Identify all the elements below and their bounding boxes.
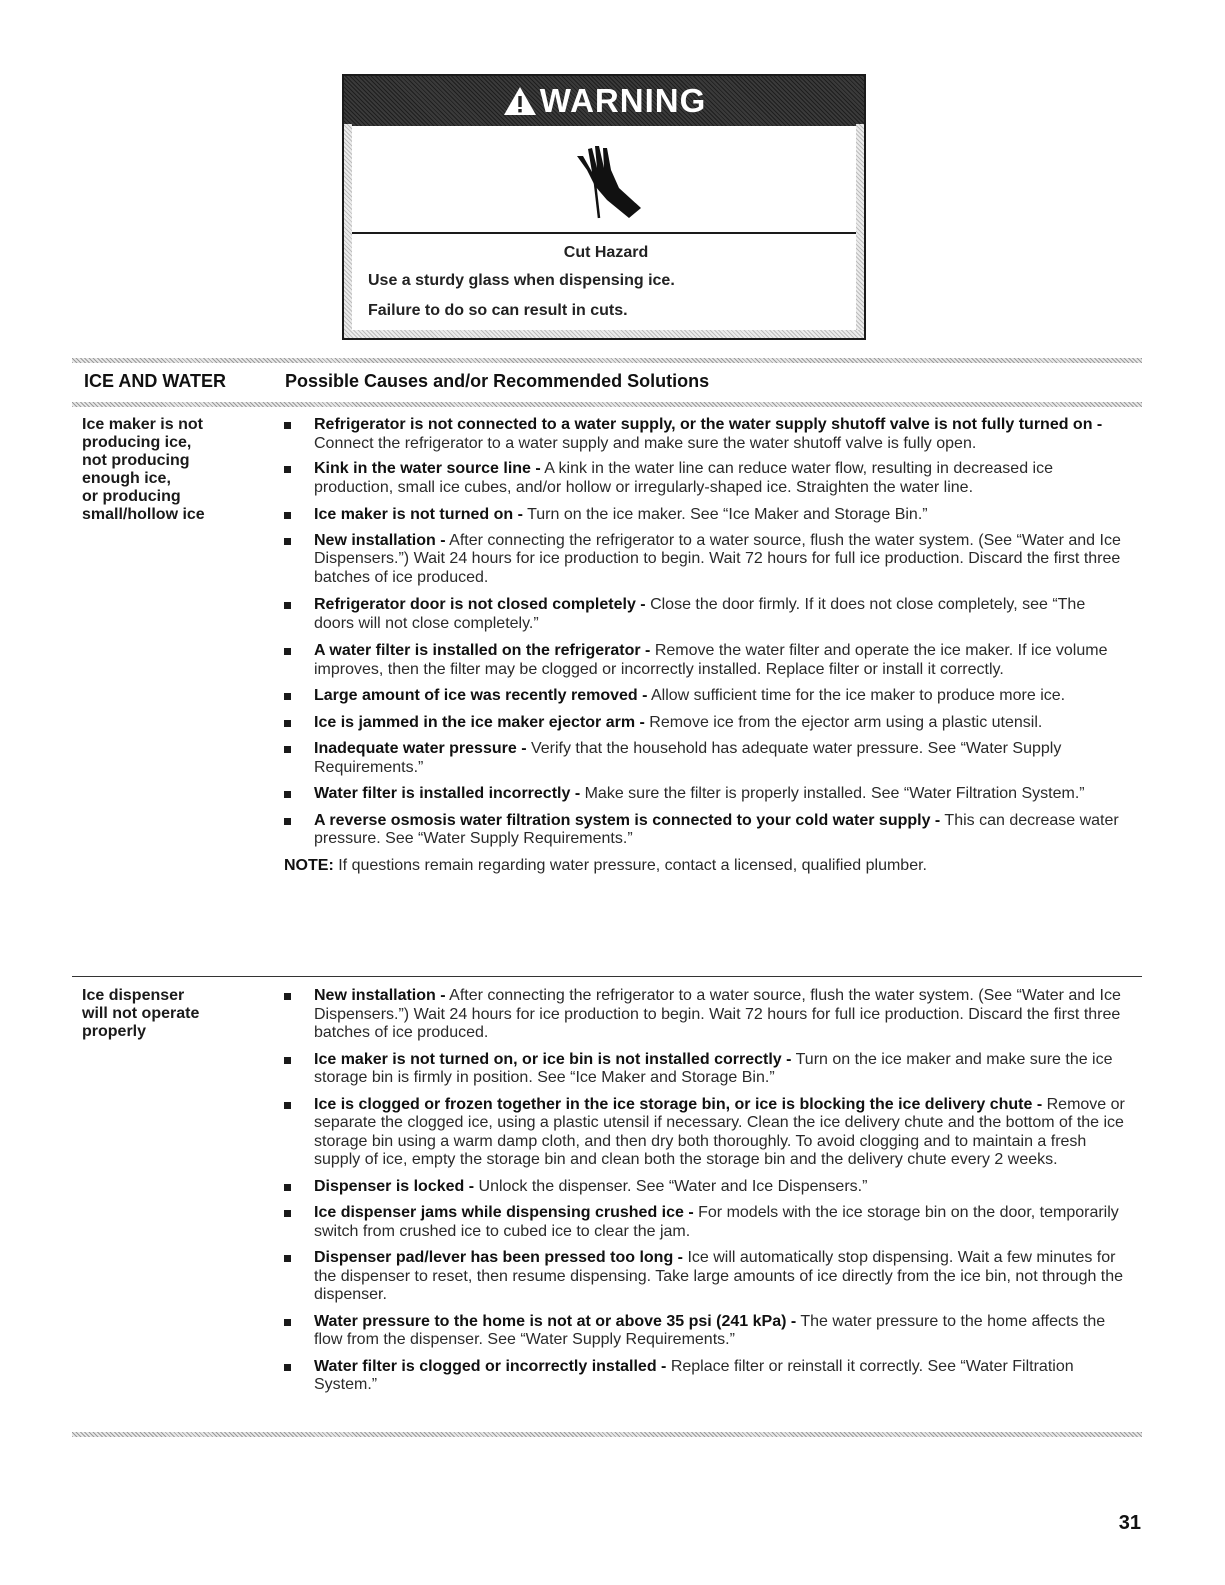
list-item — [284, 812, 1129, 849]
table-top-rule — [72, 358, 1142, 363]
cause-title: Refrigerator is not connected to a water supply, or the water supply shutoff valve is not fully turned on - — [314, 416, 1103, 433]
solution-text: Turn on the ice maker and make sure the ice storage bin is firmly in position. See “Ice Maker and Storage Bin.” — [314, 1050, 1113, 1086]
warning-hazard-title: Cut Hazard — [563, 244, 649, 261]
row-label-line: enough ice, — [82, 470, 171, 487]
cause-title: Refrigerator door is not closed completely - — [314, 596, 646, 613]
cause-title: Ice dispenser jams while dispensing crushed ice - — [314, 1204, 694, 1221]
cause-title: Ice maker is not turned on, or ice bin is not installed correctly - — [314, 1050, 792, 1068]
row-label-line: Ice dispenser — [82, 987, 185, 1004]
warning-frame-left — [344, 124, 352, 338]
bullet-icon — [284, 818, 291, 825]
header-bottom-rule — [72, 402, 1142, 407]
row-label — [82, 416, 252, 524]
cause-title: A water filter is installed on the refrigerator - — [314, 642, 651, 659]
list-item — [284, 785, 1129, 804]
bullet-icon — [284, 1319, 291, 1326]
solution-text: After connecting the refrigerator to a water source, flush the water system. (See “Water and Ice Dispensers.”) Wait 24 hours for ice production to begin. Wait 72 hours for full ice production. Discard the first three batches of ice produced. — [314, 531, 1121, 586]
cause-title: Water filter is installed incorrectly - — [314, 785, 581, 802]
cause-title: Kink in the water source line - — [314, 460, 541, 477]
warning-box — [342, 74, 866, 340]
solution-text: Allow sufficient time for the ice maker to produce more ice. — [647, 687, 1066, 704]
row-label-line: will not operate — [82, 1005, 200, 1022]
cause-title: A reverse osmosis water filtration system is connected to your cold water supply - — [314, 811, 941, 829]
solution-text: After connecting the refrigerator to a water source, flush the water system. (See “Water and Ice Dispensers.”) Wait 24 hours for ice production to begin. Wait 72 hours for full ice production. Discard the first three batches of ice produced. — [314, 987, 1121, 1041]
bullet-icon — [284, 512, 291, 519]
bullet-icon — [284, 1255, 291, 1262]
warning-icon-area — [352, 126, 856, 234]
solution-text: The water pressure to the home affects the flow from the dispenser. See “Water Supply Requirements.” — [314, 1312, 1106, 1348]
solution-text: Connect the refrigerator to a water supply and make sure the water shutoff valve is fully open. — [314, 434, 977, 452]
solution-text: Verify that the household has adequate water pressure. See “Water Supply Requirements.” — [314, 740, 1062, 776]
bullet-icon — [284, 693, 291, 700]
solution-text: Unlock the dispenser. See “Water and Ice Dispensers.” — [474, 1177, 868, 1195]
solution-text: Close the door firmly. If it does not close completely, see “The doors will not close completely.” — [314, 596, 1086, 632]
bullet-icon — [284, 466, 291, 473]
bullet-icon — [284, 1210, 291, 1217]
warning-text — [344, 234, 864, 320]
solution-list — [284, 987, 1129, 1395]
list-item — [284, 714, 1129, 733]
list-item — [284, 1178, 1129, 1197]
solution-list — [284, 416, 1129, 875]
cause-title: New installation - — [314, 987, 446, 1004]
list-item — [284, 687, 1129, 706]
solution-text: This can decrease water pressure. See “Water Supply Requirements.” — [314, 811, 1119, 847]
row-label-line: producing ice, — [82, 434, 192, 451]
list-item — [284, 740, 1129, 777]
cause-title: Ice is clogged or frozen together in the ice storage bin, or ice is blocking the ice delivery chute - — [314, 1095, 1043, 1113]
cause-title: Water filter is clogged or incorrectly installed - — [314, 1357, 667, 1375]
bullet-icon — [284, 538, 291, 545]
list-item — [284, 987, 1129, 1043]
cause-title: Water pressure to the home is not at or above 35 psi (241 kPa) - — [314, 1312, 797, 1330]
warning-line-1: Use a sturdy glass when dispensing ice. — [368, 272, 675, 289]
list-item — [284, 416, 1129, 453]
solution-text: Remove ice from the ejector arm using a plastic utensil. — [644, 713, 1043, 731]
list-item — [284, 642, 1129, 679]
list-item — [284, 1358, 1129, 1395]
list-item — [284, 532, 1129, 588]
cause-title: Inadequate water pressure - — [314, 740, 527, 757]
column-header-solutions: Possible Causes and/or Recommended Solutions — [285, 371, 710, 391]
cause-title: New installation - — [314, 531, 446, 549]
list-item — [284, 506, 1129, 525]
bullet-icon — [284, 648, 291, 655]
cause-title: Ice maker is not turned on - — [314, 506, 523, 523]
list-item — [284, 1051, 1129, 1088]
warning-triangle-icon — [502, 85, 538, 117]
warning-header — [344, 76, 864, 126]
solution-text: A kink in the water line can reduce water flow, resulting in decreased ice production, small ice cubes, and/or hollow or irregularly-shaped ice. Straighten the water line. — [314, 460, 1053, 496]
solution-text: Remove the water filter and operate the ice maker. If ice volume improves, then the filter may be clogged or incorrectly installed. Replace filter or install it correctly. — [314, 642, 1108, 678]
bullet-icon — [284, 791, 291, 798]
bullet-icon — [284, 1364, 291, 1371]
cause-title: Dispenser is locked - — [314, 1177, 475, 1195]
bullet-icon — [284, 1057, 291, 1064]
list-item — [284, 1249, 1129, 1305]
cut-hazard-hand-icon — [549, 134, 659, 224]
warning-frame-right — [856, 124, 864, 338]
solution-text: Replace filter or reinstall it correctly. See “Water Filtration System.” — [314, 1357, 1074, 1393]
bullet-icon — [284, 422, 291, 429]
warning-line-2: Failure to do so can result in cuts. — [368, 302, 628, 319]
list-item — [284, 596, 1129, 633]
bullet-icon — [284, 720, 291, 727]
bullet-icon — [284, 993, 291, 1000]
solution-text: For models with the ice storage bin on the door, temporarily switch from crushed ice to cubed ice to clear the jam. — [314, 1204, 1119, 1240]
column-header-category: ICE AND WATER — [84, 371, 226, 391]
list-item — [284, 460, 1129, 497]
row-label-line: small/hollow ice — [82, 506, 205, 523]
solution-text: Remove or separate the clogged ice, using a plastic utensil if necessary. Clean the ice delivery chute and the bottom of the ice storage bin using a warm damp cloth, and then dry both thoroughly. To avoid clogging and to maintain a fresh supply of ice, empty the storage bin and clean both the storage bin and the delivery chute every 2 weeks. — [314, 1095, 1125, 1168]
list-item — [284, 1096, 1129, 1170]
warning-title: WARNING — [539, 82, 707, 119]
row-label — [82, 987, 252, 1041]
cause-title: Large amount of ice was recently removed - — [314, 687, 648, 704]
page-number: 31 — [1118, 1512, 1141, 1534]
note — [284, 857, 1129, 876]
row-label-line: properly — [82, 1023, 147, 1040]
list-item — [284, 1313, 1129, 1350]
bullet-icon — [284, 746, 291, 753]
row-label-line: not producing — [82, 452, 190, 469]
bullet-icon — [284, 1184, 291, 1191]
bullet-icon — [284, 1102, 291, 1109]
table-bottom-rule — [72, 1432, 1142, 1437]
note-text: If questions remain regarding water pressure, contact a licensed, qualified plumber. — [333, 856, 927, 874]
cause-title: Dispenser pad/lever has been pressed too long - — [314, 1249, 683, 1266]
row-label-line: Ice maker is not — [82, 416, 203, 433]
solution-text: Ice will automatically stop dispensing. Wait a few minutes for the dispenser to reset, then resume dispensing. Take large amounts of ice directly from the ice bin, not through the dispenser. — [314, 1249, 1124, 1303]
bullet-icon — [284, 602, 291, 609]
solution-text: Turn on the ice maker. See “Ice Maker and Storage Bin.” — [522, 506, 928, 523]
solution-text: Make sure the filter is properly installed. See “Water Filtration System.” — [580, 785, 1085, 802]
row-label-line: or producing — [82, 488, 181, 505]
warning-frame-bottom — [344, 330, 864, 338]
row-divider — [72, 976, 1142, 977]
list-item — [284, 1204, 1129, 1241]
cause-title: Ice is jammed in the ice maker ejector arm - — [314, 713, 645, 731]
note-label: NOTE: — [284, 856, 334, 874]
